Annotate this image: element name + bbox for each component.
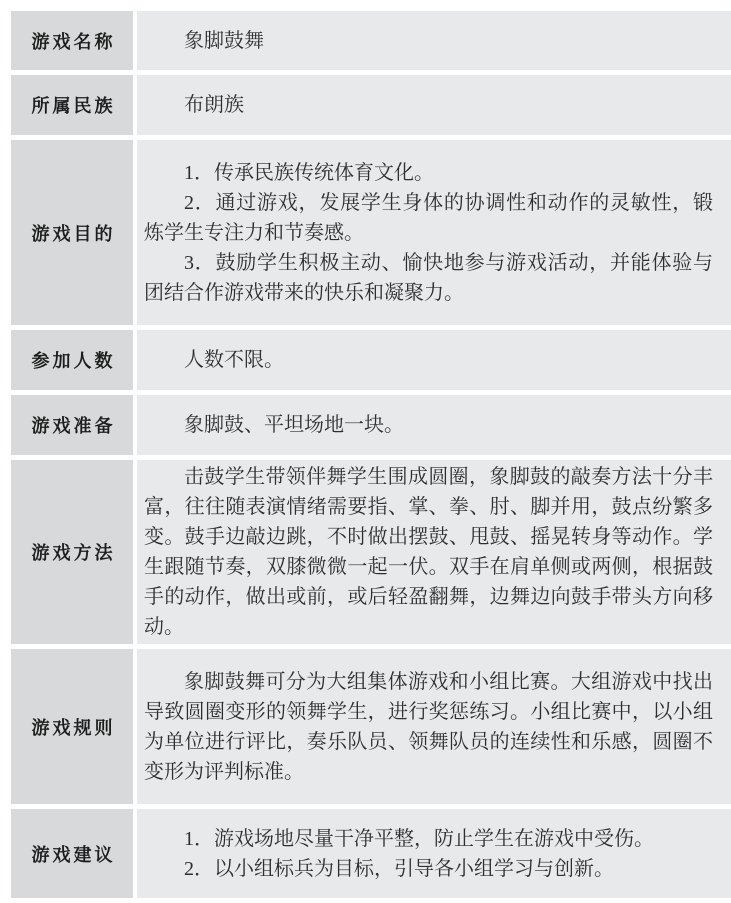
row-label: 所属民族: [31, 96, 116, 116]
table-row-game-preparation: [11, 395, 731, 455]
row-label-cell: [11, 140, 133, 325]
row-content-cell: [137, 330, 731, 390]
row-label-cell: [11, 460, 133, 644]
content-paragraph: 象脚鼓、平坦场地一块。: [184, 414, 404, 436]
content-paragraph: 人数不限。: [184, 349, 284, 371]
content-paragraph: 2．通过游戏，发展学生身体的协调性和动作的灵敏性，锻炼学生专注力和节奏感。: [144, 191, 713, 244]
content-paragraph: 布朗族: [184, 94, 244, 116]
row-label: 游戏名称: [31, 31, 116, 52]
table-row-game-suggestions: [11, 809, 731, 898]
row-label: 游戏准备: [31, 416, 116, 436]
row-label: 参加人数: [31, 351, 116, 371]
table-row-game-name: [11, 11, 731, 70]
row-label-cell: [11, 649, 133, 804]
content-paragraph: 3．鼓励学生积极主动、愉快地参与游戏活动，并能体验与团结合作游戏带来的快乐和凝聚力。: [144, 251, 713, 304]
row-content-cell: [137, 11, 731, 70]
row-label-cell: [11, 11, 133, 70]
row-content-cell: [137, 395, 731, 455]
content-paragraph: 1．游戏场地尽量干净平整，防止学生在游戏中受伤。: [184, 827, 654, 850]
content-paragraph: 1．传承民族传统体育文化。: [184, 161, 434, 184]
table-row-game-method: [11, 460, 731, 644]
row-label-cell: [11, 75, 133, 135]
content-paragraph: 击鼓学生带领伴舞学生围成圆圈，象脚鼓的敲奏方法十分丰富，往往随表演情绪需要指、掌、拳、肘、脚并用，鼓点纷繁多变。鼓手边敲边跳，不时做出摆鼓、甩鼓、摇晃转身等动作。学生跟随节奏，双膝微微一起一伏。双手在肩单侧或两侧，根据鼓手的动作，做出或前，或后轻盈翻舞，边舞边向鼓手带头方向移动。: [144, 466, 713, 638]
row-content-cell: [137, 140, 731, 325]
row-label: 游戏方法: [31, 543, 116, 563]
row-label: 游戏目的: [31, 223, 116, 244]
row-label-cell: [11, 330, 133, 390]
content-paragraph: 象脚鼓舞: [184, 29, 264, 52]
table-row-game-purpose: [11, 140, 731, 325]
row-label: 游戏规则: [31, 717, 116, 738]
row-content-cell: [137, 460, 731, 644]
game-info-table: [11, 11, 731, 903]
row-content-cell: [137, 75, 731, 135]
row-content-cell: [137, 649, 731, 804]
row-content-cell: [137, 809, 731, 898]
table-row-participants: [11, 330, 731, 390]
table-row-game-rules: [11, 649, 731, 804]
row-label: 游戏建议: [31, 844, 116, 865]
content-paragraph: 象脚鼓舞可分为大组集体游戏和小组比赛。大组游戏中找出导致圆圈变形的领舞学生，进行奖惩练习。小组比赛中，以小组为单位进行评比，奏乐队员、领舞队员的连续性和乐感，圆圈不变形为评判标准。: [144, 670, 713, 783]
table-row-ethnic-group: [11, 75, 731, 135]
row-label-cell: [11, 395, 133, 455]
row-label-cell: [11, 809, 133, 898]
content-paragraph: 2．以小组标兵为目标，引导各小组学习与创新。: [184, 857, 614, 880]
